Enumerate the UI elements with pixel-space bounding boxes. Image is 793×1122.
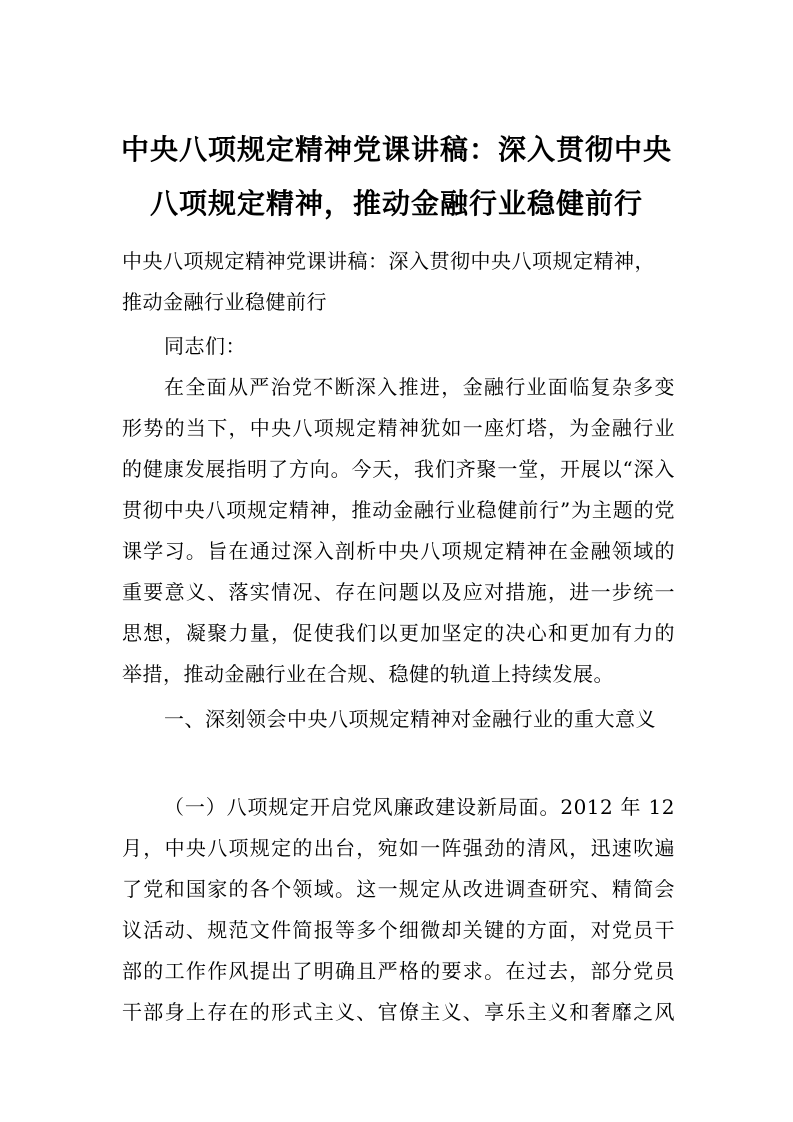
section1-line: 干部身上存在的形式主义、官僚主义、享乐主义和奢靡之风 [122, 1000, 675, 1024]
section-heading: 一、深刻领会中央八项规定精神对金融行业的重大意义 [164, 707, 656, 731]
intro-line: 的健康发展指明了方向。今天，我们齐聚一堂，开展以“深入 [122, 457, 675, 481]
intro-line: 重要意义、落实情况、存在问题以及应对措施，进一步统一 [122, 580, 675, 604]
salutation-paragraph [122, 326, 675, 367]
section-heading-paragraph [122, 699, 675, 740]
title-line-1: 中央八项规定精神党课讲稿：深入贯彻中央 [120, 133, 672, 166]
intro-line: 举措，推动金融行业在合规、稳健的轨道上持续发展。 [122, 662, 614, 686]
intro-line: 课学习。旨在通过深入剖析中央八项规定精神在金融领域的 [122, 539, 675, 563]
salutation: 同志们： [164, 334, 246, 358]
document-title [100, 123, 693, 231]
section1-paragraph [122, 787, 675, 1033]
intro-paragraph [122, 367, 675, 695]
section1-line: 月，中央八项规定的出台，宛如一阵强劲的清风，迅速吹遍 [122, 836, 675, 860]
intro-line: 贯彻中央八项规定精神，推动金融行业稳健前行”为主题的党 [122, 498, 675, 522]
intro-line: 思想，凝聚力量，促使我们以更加坚定的决心和更加有力的 [122, 621, 675, 645]
subtitle [122, 241, 675, 323]
intro-line: 形势的当下，中央八项规定精神犹如一座灯塔，为金融行业 [122, 416, 675, 440]
section1-line: 了党和国家的各个领域。这一规定从改进调查研究、精简会 [122, 877, 675, 901]
section1-line: （一）八项规定开启党风廉政建设新局面。2012 年 12 [164, 795, 675, 819]
title-line-2: 八项规定精神，推动金融行业稳健前行 [149, 187, 643, 220]
intro-line: 在全面从严治党不断深入推进，金融行业面临复杂多变 [164, 375, 675, 399]
subtitle-line-1: 中央八项规定精神党课讲稿：深入贯彻中央八项规定精神， [122, 249, 655, 273]
section1-line: 议活动、规范文件简报等多个细微却关键的方面，对党员干 [122, 918, 675, 942]
section1-line: 部的工作作风提出了明确且严格的要求。在过去，部分党员 [122, 959, 675, 983]
subtitle-line-2: 推动金融行业稳健前行 [122, 290, 327, 314]
